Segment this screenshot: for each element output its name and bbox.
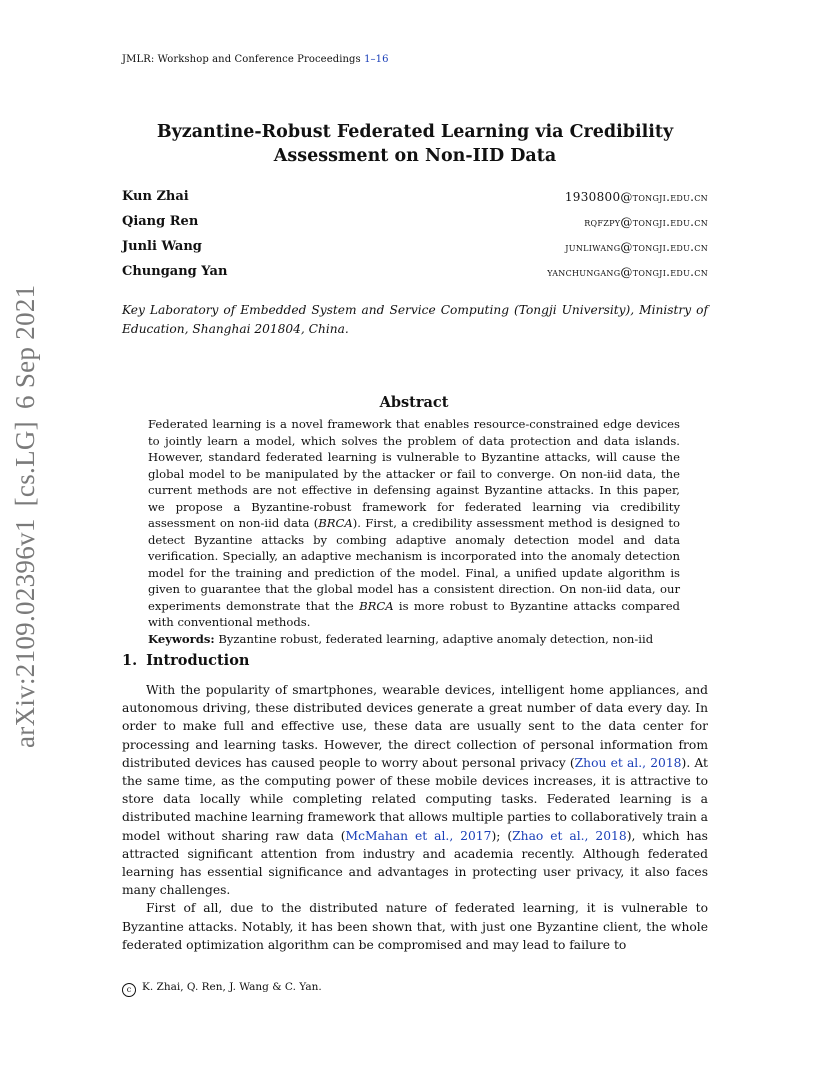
copyright-footer (122, 981, 322, 997)
abstract-brca: BRCA (359, 598, 394, 613)
citation-link[interactable]: McMahan et al., 2017 (345, 828, 492, 843)
author-email: rqfzpy@tongji.edu.cn (584, 215, 708, 229)
author-row (122, 214, 708, 236)
author-row (122, 189, 708, 211)
running-header (122, 54, 389, 65)
arxiv-date: 6 Sep 2021 (10, 284, 40, 410)
arxiv-id: arXiv:2109.02396v1 (10, 518, 40, 748)
section-title: Introduction (146, 652, 250, 669)
paragraph-text: ). At the same time, as the computing power of these mobile devices increases, it is attractive to store data locally while completing related computing tasks. Federated learning is a distributed machine learning framework that allows multiple parties to collaboratively train a model without sharing raw data ( (122, 755, 708, 843)
citation-link[interactable]: Zhao et al., 2018 (512, 828, 627, 843)
section-number: 1. (122, 652, 138, 669)
header-page-range-link[interactable]: 1–16 (364, 54, 389, 65)
keywords-label: Keywords: (148, 631, 215, 646)
author-name: Qiang Ren (122, 214, 199, 229)
citation-link[interactable]: Zhou et al., 2018 (574, 755, 682, 770)
affiliation: Key Laboratory of Embedded System and Service Computing (Tongji University), Ministry of Education, Shanghai 201804, China. (122, 303, 708, 336)
author-email: 1930800@tongji.edu.cn (564, 190, 708, 204)
abstract-text: Federated learning is a novel framework that enables resource-constrained edge devices to jointly learn a model, which solves the problem of data protection and data islands. However, standard federated learning is vulnerable to Byzantine attacks, will cause the global model to be manipulated by the attacker or fail to converge. On non-iid data, the current methods are not effective in defensing against Byzantine attacks. In this paper, we propose a Byzantine-robust framework for federated learning via credibility assessment on non-iid data ( (148, 417, 680, 530)
arxiv-stamp (10, 273, 41, 748)
paragraph-text: ); ( (491, 828, 513, 843)
author-name: Chungang Yan (122, 264, 228, 279)
keywords-text: Byzantine robust, federated learning, adaptive anomaly detection, non-iid (214, 631, 654, 646)
copyright-icon: c (122, 983, 136, 997)
header-text: JMLR: Workshop and Conference Proceedings (122, 54, 365, 65)
author-name: Junli Wang (122, 239, 202, 254)
author-row (122, 239, 708, 261)
author-email: junliwang@tongji.edu.cn (565, 240, 708, 254)
intro-paragraph: First of all, due to the distributed nature of federated learning, it is vulnerable to Byzantine attacks. Notably, it has been shown that, with just one Byzantine client, the whole federated optimization algorithm can be compromised and may lead to failure to (122, 901, 708, 952)
author-name: Kun Zhai (122, 189, 189, 204)
author-row (122, 264, 708, 286)
abstract-heading: Abstract (379, 394, 449, 411)
abstract-text: is more robust to Byzantine attacks compared with conventional methods. (148, 598, 680, 629)
intro-body (122, 681, 708, 954)
paragraph-text: ), which has attracted significant attention from industry and academia recently. Although federated learning has essential significance and advantages in protecting user privacy, it also faces many challenges. (122, 828, 708, 898)
paragraph-text: With the popularity of smartphones, wearable devices, intelligent home appliances, and autonomous driving, these distributed devices generate a great number of data every day. In order to make full and effective use, these data are usually sent to the data center for processing and learning tasks. However, the direct collection of personal information from distributed devices has caused people to worry about personal privacy ( (122, 683, 708, 770)
abstract-body (148, 416, 680, 647)
footer-authors: K. Zhai, Q. Ren, J. Wang & C. Yan. (142, 981, 322, 993)
section-heading (122, 652, 249, 669)
intro-paragraph (122, 681, 708, 899)
paper-title: Byzantine-Robust Federated Learning via Credibility Assessment on Non-IID Data (156, 122, 674, 166)
arxiv-category: [cs.LG] (10, 421, 40, 507)
abstract-text: ). First, a credibility assessment method is designed to detect Byzantine attacks by combing adaptive anomaly detection model and data verification. Specially, an adaptive mechanism is incorporated into the anomaly detection model for the training and prediction of the model. Final, a unified update algorithm is given to guarantee that the global model has a consistent direction. On non-iid data, our experiments demonstrate that the (148, 516, 680, 613)
abstract-brca: BRCA (318, 516, 353, 530)
author-email: yanchungang@tongji.edu.cn (547, 265, 708, 279)
